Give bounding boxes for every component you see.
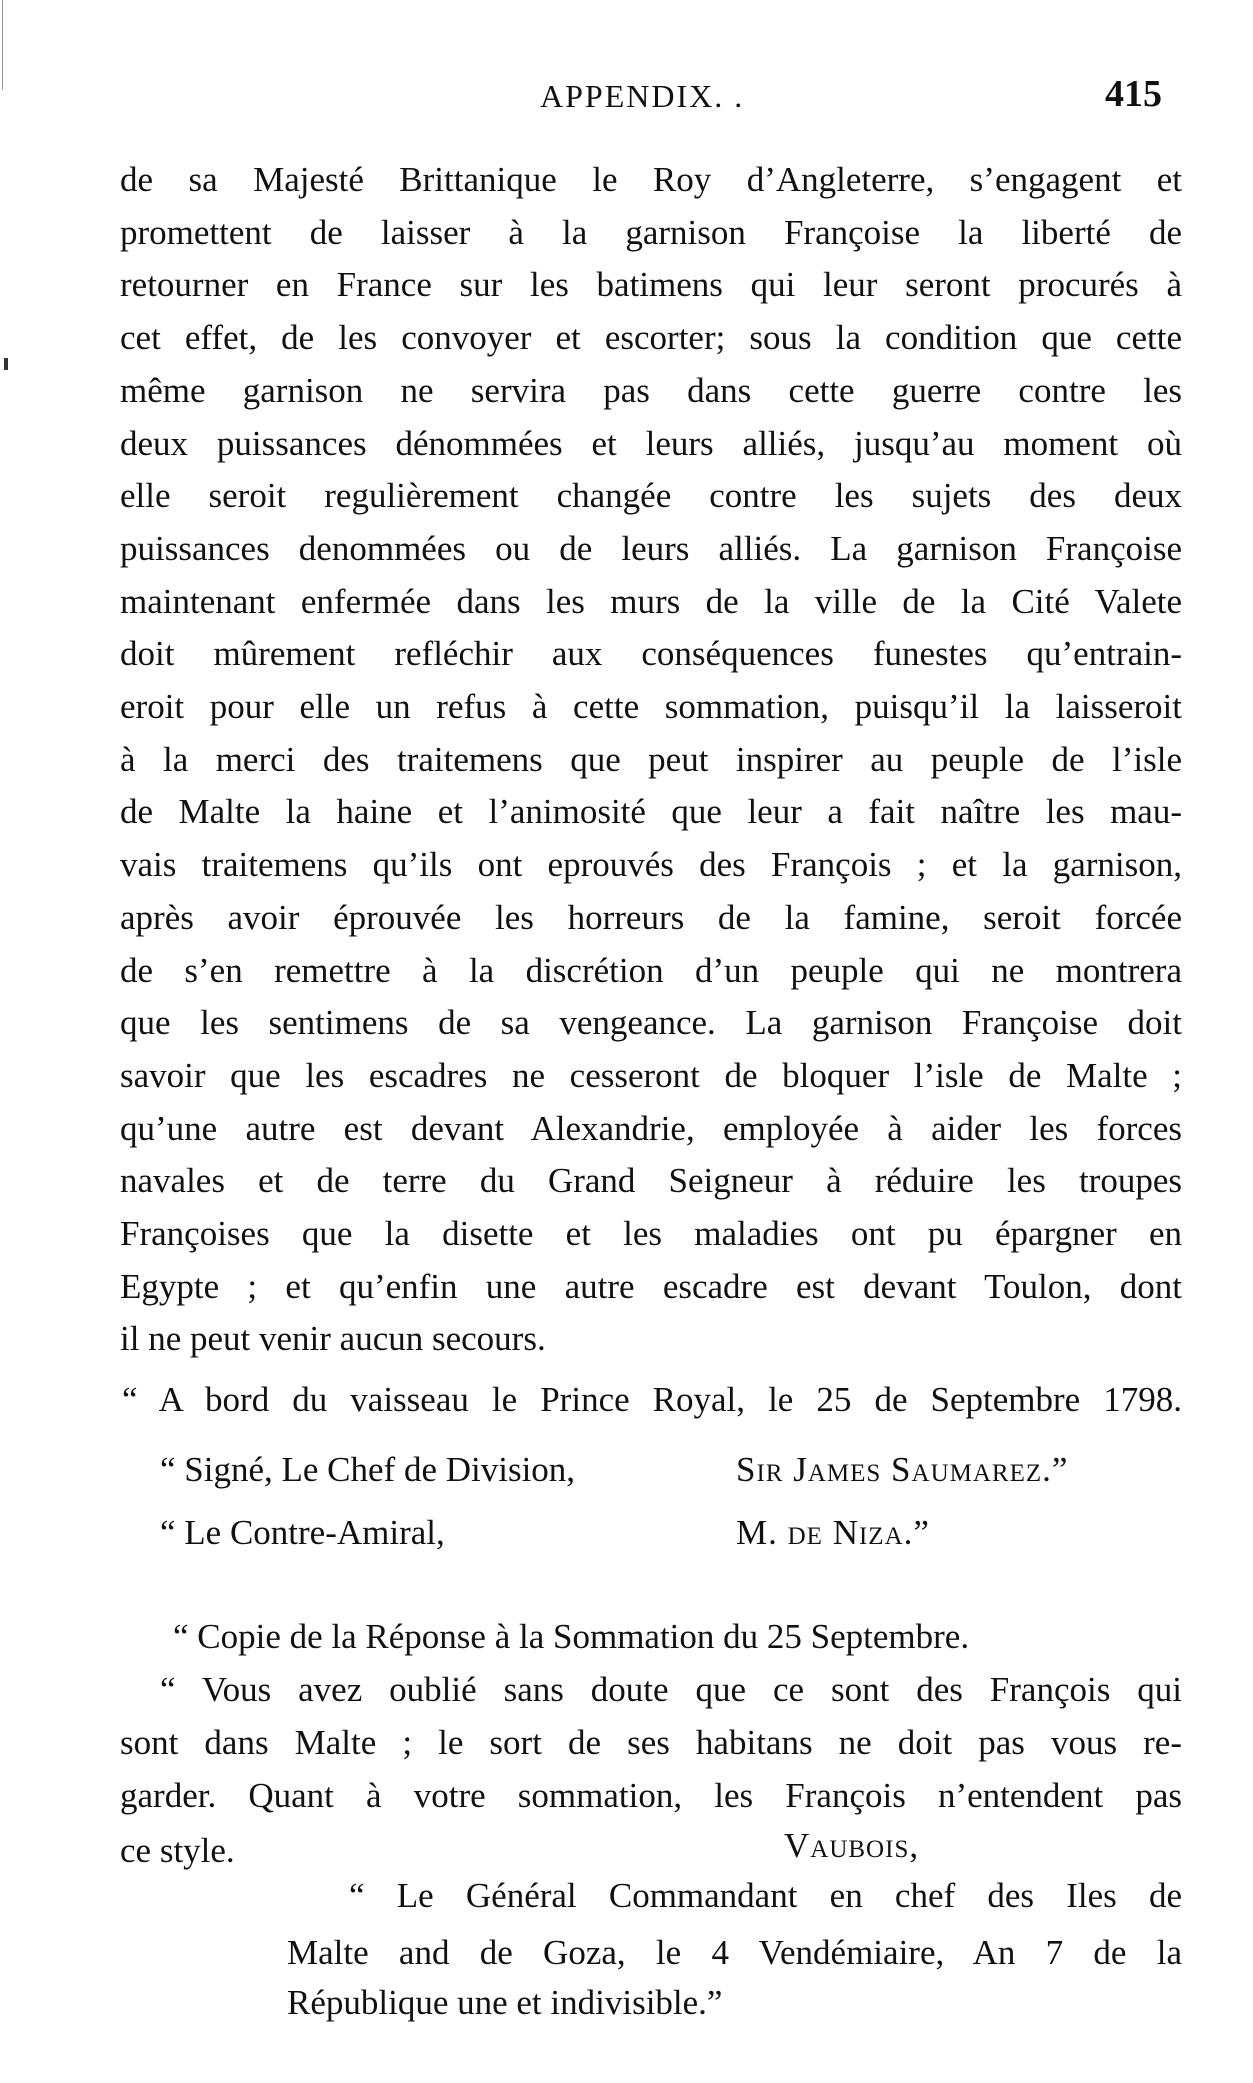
signature-role-1: “ Signé, Le Chef de Division, [160, 1450, 576, 1489]
body-line: promettent de laisser à la garnison Françoise la liberté de [120, 212, 1182, 252]
body-line: doit mûrement refléchir aux conséquences funestes qu’entrain- [120, 634, 1182, 674]
body-line: vais traitemens qu’ils ont eprouvés des François ; et la garnison, [120, 845, 1182, 885]
body-line: il ne peut venir aucun secours. [120, 1319, 546, 1359]
body-line: Egypte ; et qu’enfin une autre escadre est devant Toulon, dont [120, 1266, 1182, 1306]
scan-edge-mark [2, 0, 3, 90]
body-line: de sa Majesté Brittanique le Roy d’Angleterre, s’engagent et [120, 160, 1182, 199]
body-line: savoir que les escadres ne cesseront de bloquer l’isle de Malte ; [120, 1055, 1182, 1095]
dateline: “ A bord du vaisseau le Prince Royal, le 25 de Septembre 1798. [122, 1380, 1182, 1419]
reply-heading: “ Copie de la Réponse à la Sommation du 25 Septembre. [173, 1617, 970, 1656]
body-line: cet effet, de les convoyer et escorter; sous la condition que cette [120, 318, 1182, 358]
body-line: même garnison ne servira pas dans cette guerre contre les [120, 370, 1182, 410]
reply-line-4: ce style. [120, 1831, 235, 1870]
body-line: elle seroit regulièrement changée contre les sujets des deux [120, 476, 1182, 516]
body-line: qu’une autre est devant Alexandrie, employée à aider les forces [120, 1108, 1182, 1148]
reply-line-1: “ Vous avez oublié sans doute que ce sont des François qui [160, 1670, 1182, 1709]
reply-line-3: garder. Quant à votre sommation, les François n’entendent pas [120, 1776, 1182, 1815]
signature-name-2: M. de Niza.” [736, 1513, 930, 1552]
body-line: puissances denommées ou de leurs alliés. La garnison Françoise [120, 528, 1182, 568]
body-line: Françoises que la disette et les maladies ont pu épargner en [120, 1214, 1182, 1253]
page-number: 415 [1105, 73, 1162, 115]
body-line: retourner en France sur les batimens qui leur seront procurés à [120, 265, 1182, 305]
signer-title-1: “ Le Général Commandant en chef des Iles de [349, 1876, 1182, 1915]
body-line: eroit pour elle un refus à cette sommation, puisqu’il la laisseroit [120, 687, 1182, 726]
body-line: maintenant enfermée dans les murs de la ville de la Cité Valete [120, 581, 1182, 621]
signature-role-2: “ Le Contre-Amiral, [160, 1513, 445, 1552]
scan-speck [4, 358, 8, 370]
running-header: APPENDIX. . [540, 78, 745, 114]
reply-signer: Vaubois, [784, 1826, 920, 1865]
body-line: que les sentimens de sa vengeance. La garnison Françoise doit [120, 1003, 1182, 1043]
body-line: navales et de terre du Grand Seigneur à réduire les troupes [120, 1161, 1182, 1201]
body-line: après avoir éprouvée les horreurs de la famine, seroit forcée [120, 897, 1182, 937]
signer-title-3: République une et indivisible.” [287, 1983, 723, 2022]
signature-name-1: Sir James Saumarez.” [736, 1450, 1069, 1489]
body-line: de Malte la haine et l’animosité que leur a fait naître les mau- [120, 792, 1182, 832]
body-line: deux puissances dénommées et leurs alliés, jusqu’au moment où [120, 423, 1182, 463]
reply-line-2: sont dans Malte ; le sort de ses habitans ne doit pas vous re- [120, 1723, 1182, 1762]
body-line: à la merci des traitemens que peut inspirer au peuple de l’isle [120, 739, 1182, 779]
body-line: de s’en remettre à la discrétion d’un peuple qui ne montrera [120, 950, 1182, 990]
signer-title-2: Malte and de Goza, le 4 Vendémiaire, An 7 de la [287, 1933, 1182, 1972]
